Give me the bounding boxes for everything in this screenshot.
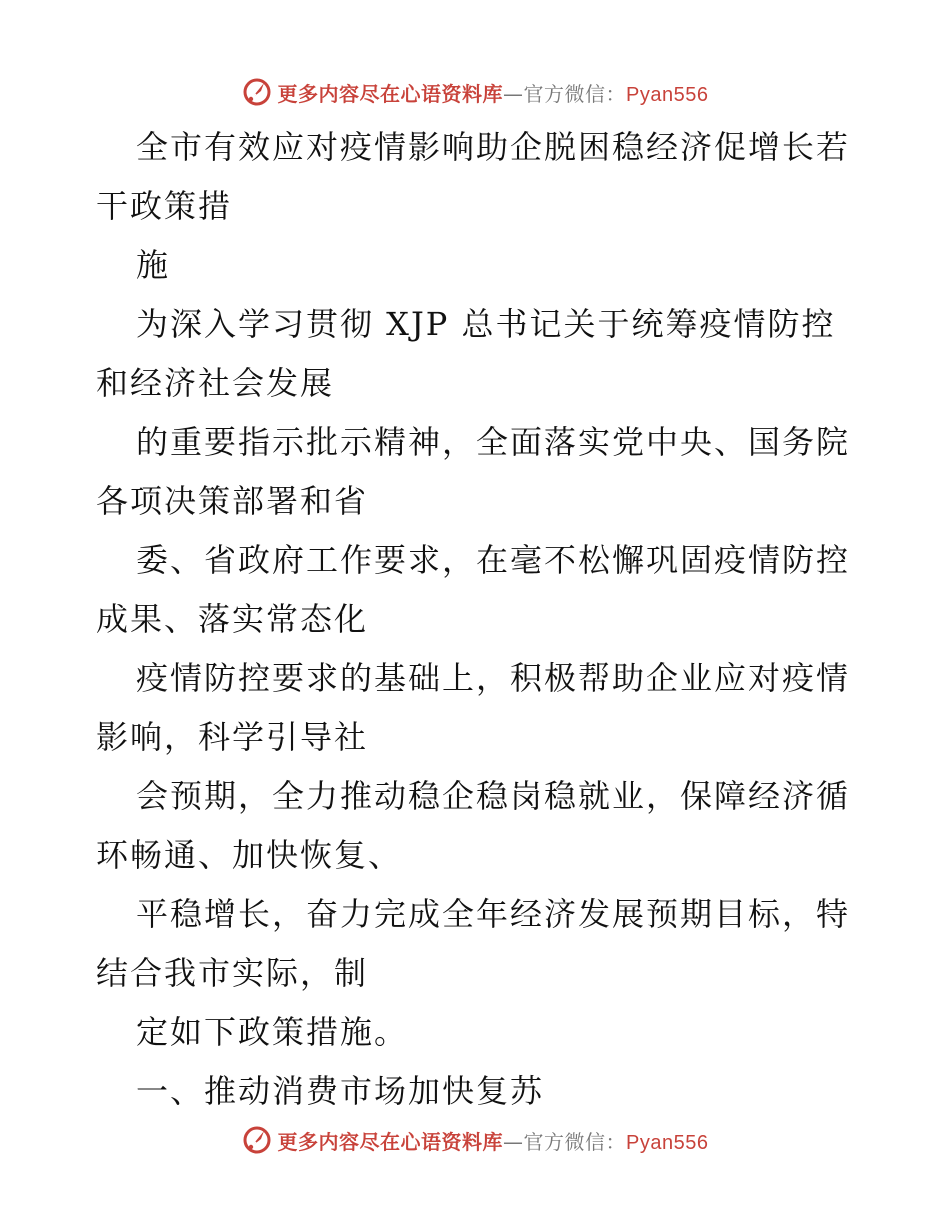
document-body: [96, 118, 866, 1121]
header-wechat-account: Pyan556: [626, 83, 709, 106]
doc-line: 的重要指示批示精神，全面落实党中央、国务院: [136, 423, 851, 461]
doc-line: 平稳增长，奋力完成全年经济发展预期目标，特: [136, 895, 851, 933]
header-banner: [0, 72, 950, 112]
doc-line: 成果、落实常态化: [96, 600, 369, 638]
doc-line: 影响，科学引导社: [96, 718, 369, 756]
section-heading: 一、推动消费市场加快复苏: [136, 1072, 545, 1110]
doc-line: 委、省政府工作要求，在毫不松懈巩固疫情防控: [136, 541, 851, 579]
footer-wechat-account: Pyan556: [626, 1131, 709, 1154]
header-dash: —: [503, 81, 524, 106]
doc-line: 为深入学习贯彻 XJP 总书记关于统筹疫情防控: [136, 305, 836, 343]
quill-pen-logo-icon: [242, 1125, 272, 1155]
doc-line: 全市有效应对疫情影响助企脱困稳经济促增长若: [136, 128, 851, 166]
quill-pen-logo-icon: [242, 77, 272, 107]
doc-line: 干政策措: [96, 187, 233, 225]
doc-line: 环畅通、加快恢复、: [96, 836, 403, 874]
footer-brand-text: 更多内容尽在心语资料库: [277, 1129, 504, 1154]
doc-line: 疫情防控要求的基础上，积极帮助企业应对疫情: [136, 659, 851, 697]
doc-line: 定如下政策措施。: [136, 1013, 409, 1051]
footer-wechat-label: 官方微信：: [523, 1129, 627, 1154]
header-brand-text: 更多内容尽在心语资料库: [277, 81, 504, 106]
header-wechat-label: 官方微信：: [523, 81, 627, 106]
doc-line: 各项决策部署和省: [96, 482, 369, 520]
header-banner-text: [278, 78, 709, 107]
doc-line: 和经济社会发展: [96, 364, 335, 402]
footer-banner-text: [278, 1126, 709, 1155]
footer-dash: —: [503, 1129, 524, 1154]
doc-line: 会预期，全力推动稳企稳岗稳就业，保障经济循: [136, 777, 851, 815]
doc-line: 施: [136, 246, 171, 284]
doc-line: 结合我市实际，制: [96, 954, 369, 992]
footer-banner: [0, 1120, 950, 1160]
